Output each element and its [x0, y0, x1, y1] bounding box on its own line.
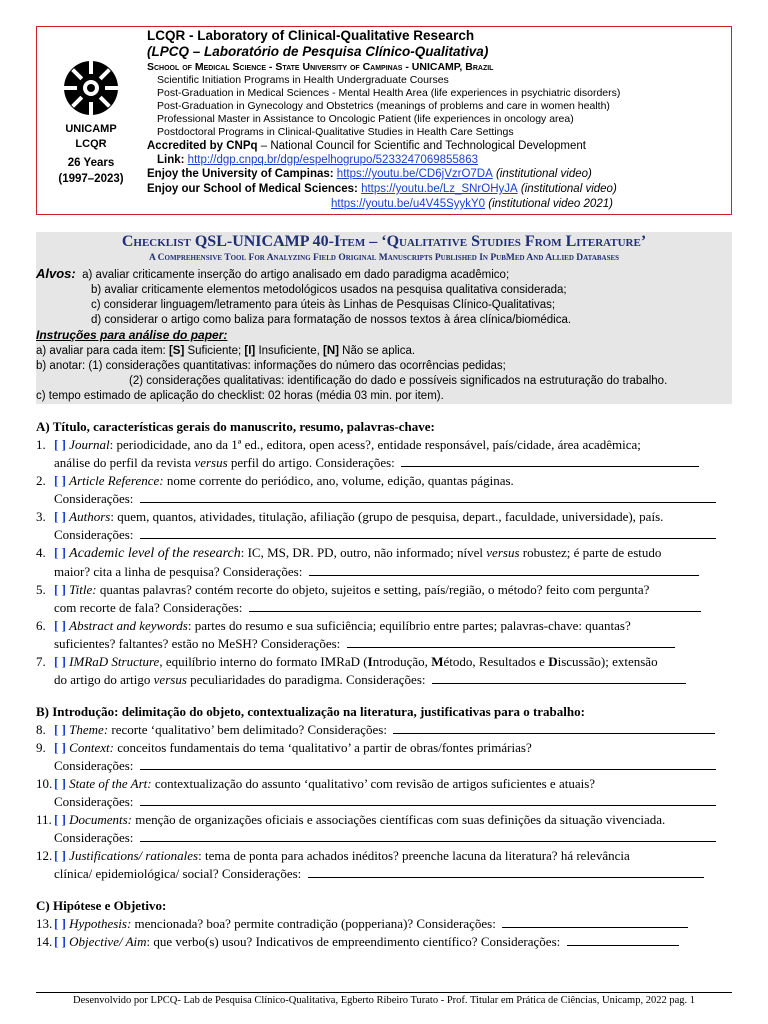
item-term: Abstract and keywords [69, 618, 188, 633]
item-text: com recorte de fala? Considerações: [54, 600, 243, 615]
considerations-label: Considerações: [54, 527, 134, 542]
program-item: Post-Graduation in Medical Sciences - Mental Health Area (life experiences in psychiatric disorders) [157, 87, 621, 99]
item-text: : partes do resumo e sua suficiência; equilíbrio entre partes; palavras-chave: quantas? [187, 618, 631, 633]
answer-line[interactable] [393, 721, 715, 734]
enjoy-university-label: Enjoy the University of Campinas: [147, 168, 337, 180]
university-video-link[interactable]: https://youtu.be/CD6jVzrO7DA [336, 168, 493, 180]
item-text: : IC, MS, DR. PD, outro, não informado; nível [240, 545, 487, 560]
item-text: : tema de ponta para achados inéditos? preenche lacuna da literatura? há relevância [198, 848, 630, 863]
item-text: suficientes? faltantes? estão no MeSH? Considerações: [54, 636, 341, 651]
checklist-item [36, 544, 736, 563]
item-checkbox[interactable]: [ ] [54, 740, 66, 755]
code-i-text: Insuficiente, [255, 345, 324, 357]
alvos-item: c) considerar linguagem/letramento para úteis às Linhas de Pesquisas Clínico-Qualitativas; [91, 299, 556, 311]
accreditation [147, 139, 729, 153]
item-text: ntrodução, [372, 654, 432, 669]
unicamp-logo-block [37, 27, 145, 214]
item-text: étodo, Resultados e [443, 654, 549, 669]
item-checkbox[interactable]: [ ] [54, 473, 66, 488]
page-footer: Desenvolvido por LPCQ- Lab de Pesquisa Clínico-Qualitativa, Egberto Ribeiro Turato - Prof. Titular em Prática de Ciências, Unicamp, 2022 pag. 1 [36, 992, 732, 1006]
answer-line[interactable] [567, 933, 679, 946]
checklist-item [36, 508, 736, 526]
instructions-heading [36, 328, 732, 344]
years-label: 26 Years [67, 157, 115, 169]
item-number: 1. [36, 437, 46, 452]
checklist-item [36, 847, 736, 865]
checklist-item [36, 933, 736, 951]
code-n: [N] [323, 345, 339, 357]
item-text: quantas palavras? contém recorte do objeto, sujeitos e setting, país/região, o método? feito com pergunta? [96, 582, 650, 597]
checklist-title: Checklist QSL-UNICAMP 40-Item – ‘Qualitative Studies From Literature’ [121, 233, 647, 250]
item-number: 5. [36, 582, 46, 597]
item-number: 3. [36, 509, 46, 524]
answer-line[interactable] [140, 757, 716, 770]
video-2021-row [147, 197, 729, 211]
item-text: maior? cita a linha de pesquisa? Considerações: [54, 564, 303, 579]
instructions-label: Instruções para análise do paper: [36, 328, 228, 342]
item-text: conceitos fundamentais do tema ‘qualitativo’ a partir de obras/fontes primárias? [113, 740, 532, 755]
alvos-item: b) avaliar criticamente elementos metodológicos usados na pesquisa qualitativa considerada; [91, 284, 567, 296]
checklist-item [36, 436, 736, 454]
item-number: 9. [36, 740, 46, 755]
item-checkbox[interactable]: [ ] [54, 545, 66, 560]
checklist-item [36, 653, 736, 671]
item-checkbox[interactable]: [ ] [54, 654, 66, 669]
logo-subtitle: LCQR [75, 138, 107, 150]
enjoy-school-row [147, 182, 729, 197]
item-number: 13. [36, 916, 53, 931]
cnpq-link-row [147, 153, 729, 167]
item-term: Context: [69, 740, 114, 755]
university-video-note: (institutional video) [495, 168, 592, 180]
section-b-heading: B) Introdução: delimitação do objeto, contextualização na literatura, justificativas para o trabalho: [36, 704, 585, 719]
item-text: : que verbo(s) usou? Indicativos de empreendimento científico? Considerações: [146, 934, 561, 949]
item-term: Hypothesis: [69, 916, 132, 931]
answer-line[interactable] [432, 671, 686, 684]
section-c-heading: C) Hipótese e Objetivo: [36, 898, 167, 913]
item-term: Title: [69, 582, 97, 597]
answer-line[interactable] [502, 915, 688, 928]
item-text: perfil do artigo. Considerações: [227, 455, 395, 470]
checklist-body [36, 418, 736, 951]
checklist-item-cont [36, 454, 736, 472]
program-item: Scientific Initiation Programs in Health Undergraduate Courses [157, 74, 449, 86]
program-item: Post-Graduation in Gynecology and Obstetrics (meanings of problems and care in women health) [157, 100, 610, 112]
video-2021-link[interactable]: https://youtu.be/u4V45SyykY0 [331, 198, 486, 210]
instruction-b1: b) anotar: (1) considerações quantitativas: informações do número das ocorrências pedidas; [36, 360, 506, 372]
item-text: mencionada? boa? permite contradição (popperiana)? Considerações: [131, 916, 496, 931]
item-number: 2. [36, 473, 46, 488]
item-text-italic: versus [486, 545, 520, 560]
alvos-label: Alvos: [36, 266, 76, 281]
item-checkbox[interactable]: [ ] [54, 582, 66, 597]
answer-line[interactable] [309, 563, 699, 576]
school-video-note: (institutional video) [520, 183, 617, 195]
item-term: State of the Art: [69, 776, 152, 791]
item-text: iscussão); extensão [557, 654, 658, 669]
section-a-heading: A) Título, características gerais do manuscrito, resumo, palavras-chave: [36, 419, 435, 434]
checklist-item [36, 581, 736, 599]
item-term: Documents: [69, 812, 132, 827]
considerations-label: Considerações: [54, 830, 134, 845]
answer-line[interactable] [347, 635, 675, 648]
answer-line[interactable] [140, 829, 716, 842]
checklist-item-cont [36, 599, 736, 617]
checklist-intro-box [36, 232, 732, 404]
code-s: [S] [168, 345, 185, 357]
checklist-item-cont [36, 829, 736, 847]
checklist-item-cont [36, 526, 736, 544]
item-checkbox[interactable]: [ ] [54, 509, 66, 524]
checklist-item-cont [36, 865, 736, 883]
alvos-item: d) considerar o artigo como baliza para formatação de nossos textos à área clínica/biomédica. [91, 314, 572, 326]
unicamp-logo-icon [59, 59, 123, 117]
checklist-item [36, 721, 736, 739]
item-number: 4. [36, 545, 46, 560]
accreditation-label: Accredited by CNPq [147, 140, 258, 152]
code-i: [I] [244, 345, 256, 357]
item-checkbox[interactable]: [ ] [54, 848, 66, 863]
item-checkbox[interactable]: [ ] [54, 437, 66, 452]
checklist-item [36, 811, 736, 829]
enjoy-university-row [147, 167, 729, 182]
checklist-item-cont [36, 563, 736, 581]
code-s-text: Suficiente; [184, 345, 245, 357]
item-text: : quem, quantos, atividades, titulação, afiliação (grupo de pesquisa, depart., faculdade, universidade), país. [110, 509, 664, 524]
lab-header [36, 26, 732, 215]
item-term: IMRaD Structure [69, 654, 160, 669]
item-text: contextualização do assunto ‘qualitativo’ com revisão de artigos suficientes e atuais? [151, 776, 596, 791]
item-text: recorte ‘qualitativo’ bem delimitado? Considerações: [108, 722, 387, 737]
checklist-item-cont [36, 671, 736, 689]
checklist-item [36, 472, 736, 490]
item-text: clínica/ epidemiológica/ social? Considerações: [54, 866, 302, 881]
cnpq-link[interactable]: http://dgp.cnpq.br/dgp/espelhogrupo/5233247069855863 [187, 154, 478, 166]
item-checkbox[interactable]: [ ] [54, 812, 66, 827]
item-term: Theme: [69, 722, 109, 737]
item-term: Justifications/ rationales [69, 848, 199, 863]
answer-line[interactable] [140, 526, 716, 539]
school-video-link[interactable]: https://youtu.be/Lz_SNrOHyJA [361, 183, 518, 195]
item-text: robustez; é parte de estudo [519, 545, 662, 560]
item-term: Objective/ Aim [69, 934, 147, 949]
item-text-bold: I [367, 654, 373, 669]
item-term: Article Reference: [69, 473, 164, 488]
item-term: Journal [69, 437, 110, 452]
checklist-item-cont [36, 490, 736, 508]
code-n-text: Não se aplica. [338, 345, 416, 357]
checklist-item [36, 915, 736, 933]
item-text: : periodicidade, ano da 1ª ed., editora, open acess?, entidade responsável, país/cidade, área acadêmica; [109, 437, 641, 452]
item-text: nome corrente do periódico, ano, volume, edição, quantas páginas. [163, 473, 514, 488]
years-range: (1997–2023) [58, 173, 124, 185]
considerations-label: Considerações: [54, 491, 134, 506]
instruction-a-text: a) avaliar para cada item: [36, 345, 169, 357]
checklist-item [36, 617, 736, 635]
item-term: Academic level of the research [69, 546, 241, 561]
item-checkbox[interactable]: [ ] [54, 934, 66, 949]
accreditation-text: – National Council for Scientific and Technological Development [257, 140, 586, 152]
alvos-line [36, 266, 732, 283]
answer-line[interactable] [140, 793, 716, 806]
instruction-b2: (2) considerações qualitativas: identificação do dado e possíveis significados na estruturação do trabalho. [129, 375, 668, 387]
checklist-item [36, 775, 736, 793]
item-text-bold: D [548, 654, 558, 669]
video-2021-note: (institutional video 2021) [488, 198, 613, 210]
school-name: School of Medical Science - State University of Campinas - UNICAMP, Brazil [147, 61, 494, 73]
item-number: 6. [36, 618, 46, 633]
item-number: 10. [36, 776, 53, 791]
item-number: 11. [36, 812, 52, 827]
item-number: 12. [36, 848, 53, 863]
enjoy-school-label: Enjoy our School of Medical Sciences: [147, 183, 362, 195]
item-text: menção de organizações oficiais e associações científicas com suas definições da situação vivenciada. [132, 812, 666, 827]
item-text-italic: versus [194, 455, 228, 470]
item-text: do artigo do artigo [54, 672, 154, 687]
checklist-item-cont [36, 757, 736, 775]
item-text: , equilíbrio interno do formato IMRaD ( [159, 654, 368, 669]
answer-line[interactable] [249, 599, 701, 612]
item-number: 7. [36, 654, 46, 669]
lab-title: LCQR - Laboratory of Clinical-Qualitative Research [147, 28, 475, 43]
alvos-item: a) avaliar criticamente inserção do artigo analisado em dado paradigma acadêmico; [82, 269, 510, 281]
considerations-label: Considerações: [54, 758, 134, 773]
checklist-instructions [36, 266, 732, 404]
program-item: Professional Master in Assistance to Oncologic Patient (life experiences in oncology area) [157, 113, 574, 125]
logo-name: UNICAMP [65, 123, 117, 135]
answer-line[interactable] [308, 865, 704, 878]
link-label: Link: [157, 154, 188, 166]
checklist-subtitle: A Comprehensive Tool For Analyzing Field Original Manuscripts Published In PubMed And Allied Databases [148, 253, 620, 263]
program-item: Postdoctoral Programs in Clinical-Qualitative Studies in Health Care Settings [157, 126, 514, 138]
item-checkbox[interactable]: [ ] [54, 722, 66, 737]
item-number: 14. [36, 934, 53, 949]
lab-info [147, 28, 729, 211]
item-text-italic: versus [153, 672, 187, 687]
answer-line[interactable] [140, 490, 716, 503]
item-text: análise do perfil da revista [54, 455, 195, 470]
item-number: 8. [36, 722, 46, 737]
item-checkbox[interactable]: [ ] [54, 916, 66, 931]
item-text-bold: M [431, 654, 444, 669]
instruction-a [36, 344, 732, 359]
checklist-item-cont [36, 793, 736, 811]
item-term: Authors [69, 509, 111, 524]
checklist-item [36, 739, 736, 757]
checklist-item-cont [36, 635, 736, 653]
item-text: peculiaridades do paradigma. Considerações: [186, 672, 426, 687]
item-checkbox[interactable]: [ ] [54, 618, 66, 633]
item-checkbox[interactable]: [ ] [54, 776, 66, 791]
instruction-c: c) tempo estimado de aplicação do checklist: 02 horas (média 03 min. por item). [36, 390, 444, 402]
considerations-label: Considerações: [54, 794, 134, 809]
answer-line[interactable] [401, 454, 699, 467]
lab-title-pt: (LPCQ – Laboratório de Pesquisa Clínico-Qualitativa) [147, 44, 489, 59]
